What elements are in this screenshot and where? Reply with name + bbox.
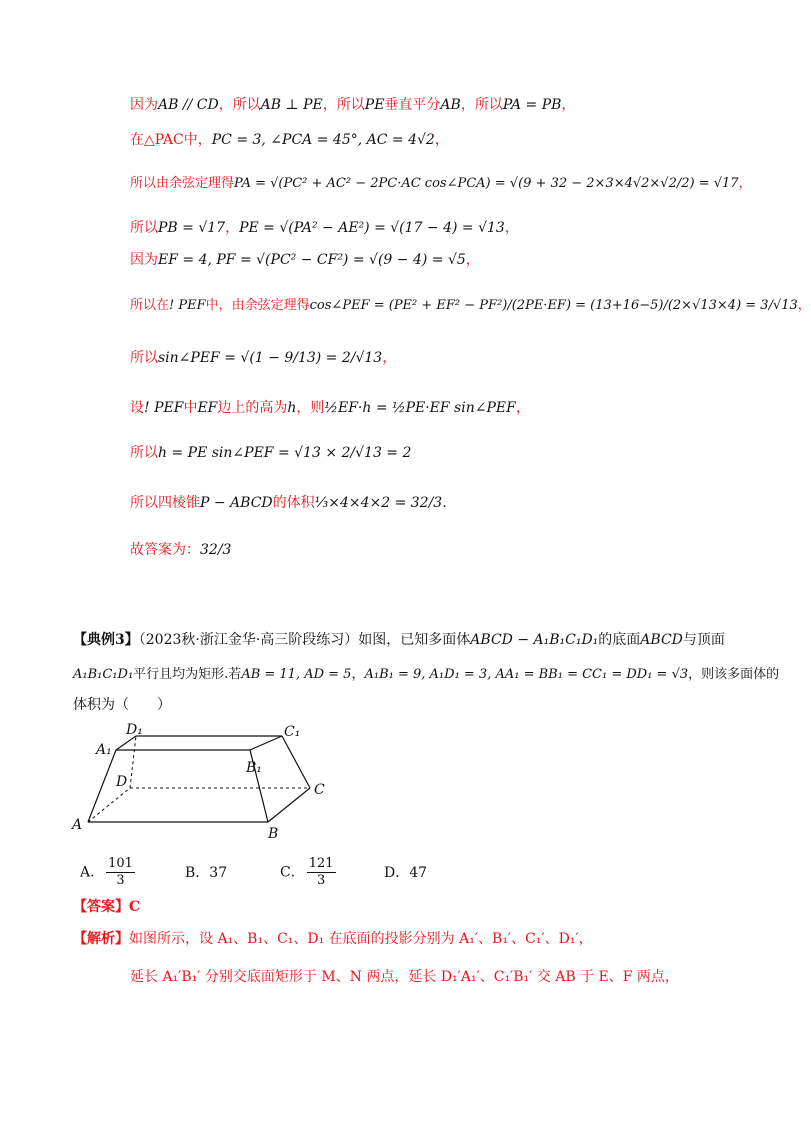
option-b[interactable] (185, 862, 227, 882)
text: 因为 (130, 97, 158, 113)
edge-AA1 (88, 750, 116, 822)
solution-line-7 (130, 348, 396, 368)
solution-line-1 (130, 95, 575, 115)
text: 中 (183, 400, 198, 416)
text: ， (515, 400, 530, 416)
question-label: 【典例3】 (73, 632, 139, 648)
math: h = PE sin∠PEF = √13 × 2/√13 = 2 (158, 445, 412, 461)
option-letter: B．37 (185, 865, 228, 881)
math: h (287, 400, 297, 416)
math: AB = 11, AD = 5 (241, 667, 352, 682)
text: ， (434, 132, 449, 148)
math: PC = 3, ∠PCA = 45°, AC = 4√2 (211, 132, 435, 148)
text: ， (382, 350, 397, 366)
label-B: B (268, 826, 279, 842)
math: PA = √(PC² + AC² − 2PC·AC cos∠PCA) = √(9 + 32 − 2×3×4√2×√2/2) = √17 (234, 176, 739, 191)
label-A: A (72, 817, 83, 833)
numerator: 121 (308, 856, 334, 871)
hidden-edge-DD1 (130, 736, 136, 788)
text: ， (465, 252, 480, 268)
solution-line-2 (130, 130, 449, 150)
math: ABCD − A₁B₁C₁D₁ (470, 632, 599, 648)
text: 边上的高为 (217, 400, 288, 416)
math: ABCD (640, 632, 683, 648)
answer-label: 【答案】 (73, 899, 129, 915)
text: ， (797, 298, 811, 313)
question-source: （2023秋·浙江金华·高三阶段练习）如图，已知多面体 (138, 632, 471, 648)
edge-BC (268, 788, 310, 822)
math: A₁B₁C₁D₁ (73, 667, 134, 682)
solution-line-11 (130, 540, 231, 560)
solution-line-5 (130, 250, 480, 270)
math: PA = PB (502, 97, 562, 113)
answer-value: C (129, 899, 141, 915)
label-C: C (314, 782, 325, 798)
text: 所以 (130, 220, 158, 236)
fraction (307, 856, 336, 889)
solution-line-6 (130, 296, 811, 316)
label-A1: A₁ (96, 742, 112, 758)
option-letter: C． (280, 864, 305, 881)
text: 所以 (130, 350, 158, 366)
text: ，则该多面体的 (688, 667, 780, 682)
label-D1: D₁ (126, 722, 143, 738)
question-line-3 (73, 694, 171, 716)
math: AB ⊥ PE (260, 97, 323, 113)
option-letter: A． (80, 864, 105, 881)
option-letter: D．47 (384, 865, 428, 881)
text: 的体积 (272, 495, 315, 511)
text: 与顶面 (682, 632, 725, 648)
math: PE (364, 97, 385, 113)
question-line-1 (73, 629, 725, 651)
text: ， (561, 97, 576, 113)
label-C1: C₁ (284, 724, 301, 740)
solution-line-3 (130, 174, 752, 194)
math: AB // CD (158, 97, 219, 113)
text: 延长 A₁′B₁′ 分别交底面矩形于 M、N 两点，延长 D₁′A₁′、C₁′B₁′ 交 AB 于 E、F 两点， (130, 969, 679, 985)
edge-B1C1 (250, 736, 282, 750)
final-answer-label: 故答案为： (130, 542, 200, 558)
analysis-line-2 (130, 966, 679, 988)
solution-line-8 (130, 398, 530, 418)
final-answer-value: 32/3 (200, 542, 232, 558)
solution-line-4 (130, 218, 519, 238)
math: cos∠PEF = (PE² + EF² − PF²)/(2PE·EF) = (13+16−5)/(2×√13×4) = 3/√13 (309, 298, 798, 313)
math: ! PEF (144, 400, 184, 416)
text: 所以 (130, 445, 158, 461)
math: AB (440, 97, 461, 113)
text: . (442, 495, 447, 511)
text: ，所以 (218, 97, 261, 113)
text: ，所以 (460, 97, 503, 113)
text: 所以四棱锥 (130, 495, 200, 511)
text: ， (225, 220, 240, 236)
math: P − ABCD (200, 495, 273, 511)
math: EF (197, 400, 218, 416)
math: sin∠PEF = √(1 − 9/13) = 2/√13 (158, 350, 383, 366)
text: 设 (130, 400, 144, 416)
text: 体积为（ ） (73, 697, 171, 713)
solution-line-9 (130, 443, 411, 463)
text: 平行且均为矩形.若 (133, 667, 242, 682)
text: ，所以 (322, 97, 365, 113)
edge-CC1 (282, 736, 310, 788)
analysis-line-1 (73, 928, 593, 950)
label-D: D (116, 774, 128, 790)
text: ， (738, 176, 752, 191)
text: ， (504, 220, 519, 236)
text: ，则 (296, 400, 325, 416)
solution-line-10 (130, 493, 447, 513)
answer-line (73, 896, 140, 918)
math: ½EF·h = ½PE·EF sin∠PEF (324, 400, 516, 416)
text: 所以由余弦定理得 (130, 176, 235, 191)
question-line-2 (73, 664, 779, 686)
denominator: 3 (316, 873, 326, 888)
text: 垂直平分 (384, 97, 441, 113)
option-d[interactable] (384, 862, 427, 882)
text: 在△PAC中， (130, 132, 212, 148)
math: A₁B₁ = 9, A₁D₁ = 3, AA₁ = BB₁ = CC₁ = DD₁ = √3 (364, 667, 689, 682)
label-B1: B₁ (246, 760, 262, 776)
math: EF = 4, PF = √(PC² − CF²) = √(9 − 4) = √5 (158, 252, 466, 268)
text: 的底面 (598, 632, 641, 648)
math: PB = √17 (158, 220, 226, 236)
math: ⅓×4×4×2 = 32/3 (314, 495, 443, 511)
edge-A1D1 (116, 736, 136, 750)
denominator: 3 (116, 873, 125, 888)
fraction (106, 856, 135, 889)
math: PE = √(PA² − AE²) = √(17 − 4) = √13 (239, 220, 505, 236)
polyhedron-figure (70, 722, 340, 842)
math: ! PEF (169, 298, 206, 313)
analysis-label: 【解析】 (73, 931, 129, 947)
option-c[interactable] (280, 856, 338, 889)
text: 中，由余弦定理得 (205, 298, 310, 313)
numerator: 101 (108, 856, 133, 871)
option-a[interactable] (80, 856, 137, 889)
text: ， (351, 667, 365, 682)
text: 如图所示，设 A₁、B₁、C₁、D₁ 在底面的投影分别为 A₁′、B₁′、C₁′、D₁′， (129, 931, 593, 947)
text: 因为 (130, 252, 158, 268)
text: 所以在 (130, 298, 170, 313)
